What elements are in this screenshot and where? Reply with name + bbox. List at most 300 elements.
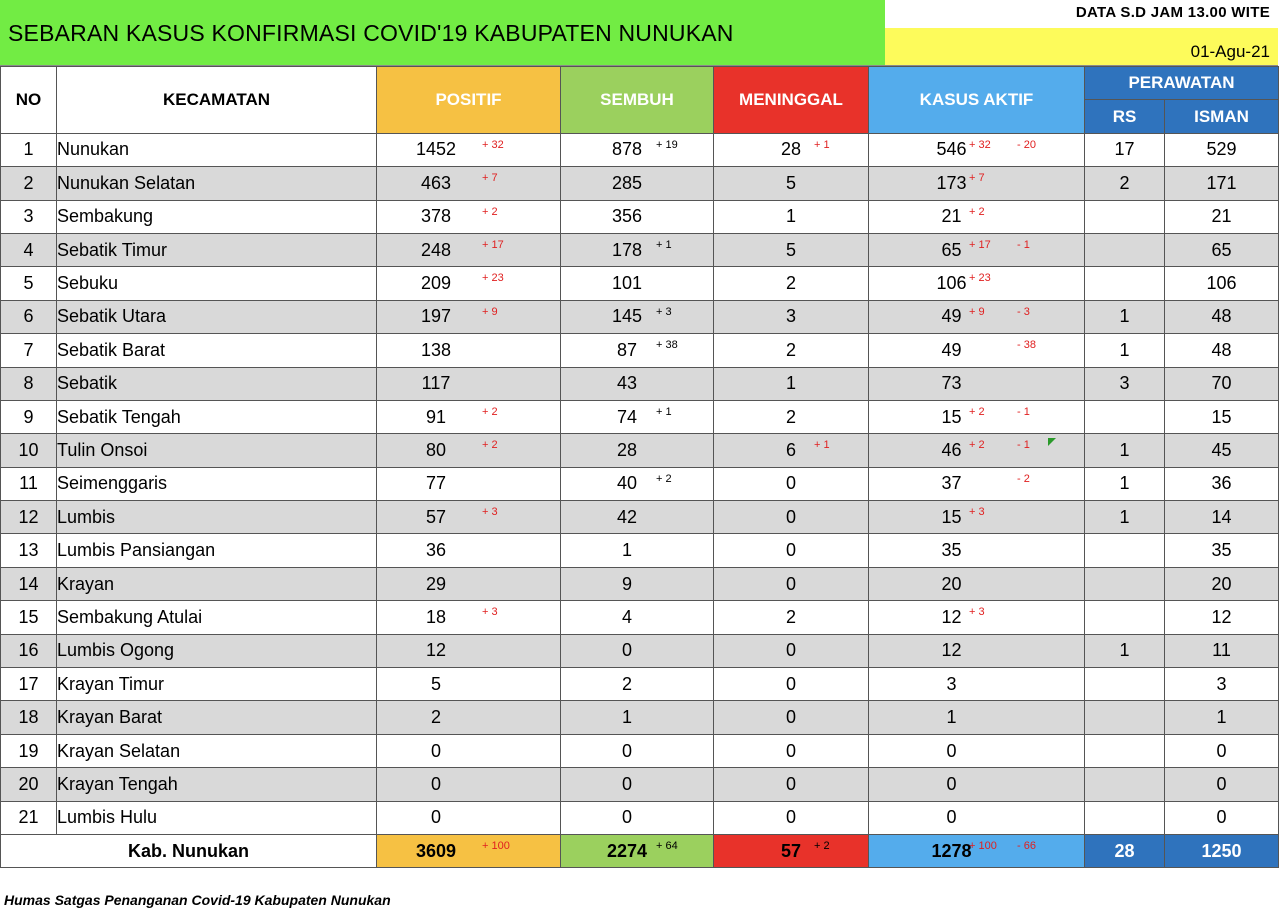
row-positif-value: 248 <box>420 239 452 260</box>
row-kasus-aktif-plus: + 32 <box>969 138 991 151</box>
row-sembuh <box>561 133 714 166</box>
row-meninggal <box>714 200 869 233</box>
row-sembuh-value: 40 <box>616 473 638 494</box>
row-positif-delta: + 3 <box>482 506 498 519</box>
row-kasus-aktif <box>869 634 1085 667</box>
row-meninggal <box>714 601 869 634</box>
row-positif <box>377 167 561 200</box>
total-row <box>1 834 1279 867</box>
header-meninggal: MENINGGAL <box>714 67 869 134</box>
row-kasus-aktif <box>869 133 1085 166</box>
row-kasus-aktif-plus: + 3 <box>969 506 985 519</box>
row-isman: 48 <box>1165 334 1279 367</box>
row-no: 14 <box>1 567 57 600</box>
row-meninggal-value: 5 <box>785 172 796 193</box>
row-positif-value: 0 <box>430 773 441 794</box>
row-isman: 529 <box>1165 133 1279 166</box>
row-rs <box>1085 668 1165 701</box>
row-no: 17 <box>1 668 57 701</box>
row-sembuh <box>561 267 714 300</box>
row-sembuh <box>561 467 714 500</box>
row-kasus-aktif <box>869 601 1085 634</box>
row-meninggal-value: 3 <box>785 306 796 327</box>
row-positif <box>377 434 561 467</box>
row-isman: 36 <box>1165 467 1279 500</box>
row-positif-delta: + 17 <box>482 238 504 251</box>
row-sembuh <box>561 233 714 266</box>
row-kecamatan: Nunukan Selatan <box>57 167 377 200</box>
row-kasus-aktif <box>869 801 1085 834</box>
row-positif <box>377 300 561 333</box>
row-no: 13 <box>1 534 57 567</box>
row-isman: 3 <box>1165 668 1279 701</box>
total-positif <box>377 834 561 867</box>
row-kasus-aktif-value: 20 <box>941 573 962 594</box>
row-positif <box>377 467 561 500</box>
row-sembuh <box>561 601 714 634</box>
row-sembuh-value: 285 <box>611 172 643 193</box>
header-sembuh: SEMBUH <box>561 67 714 134</box>
data-timestamp-label: DATA S.D JAM 13.00 WITE <box>1075 4 1270 21</box>
footer-credit: Humas Satgas Penanganan Covid-19 Kabupaten Nunukan <box>4 892 391 908</box>
table-row <box>1 400 1279 433</box>
row-positif <box>377 367 561 400</box>
row-kasus-aktif <box>869 200 1085 233</box>
row-kasus-aktif-plus: + 2 <box>969 205 985 218</box>
row-kecamatan: Sebatik Tengah <box>57 400 377 433</box>
row-meninggal-value: 1 <box>785 206 796 227</box>
row-meninggal-value: 0 <box>785 473 796 494</box>
row-positif-delta: + 3 <box>482 606 498 619</box>
row-isman: 35 <box>1165 534 1279 567</box>
row-positif-value: 463 <box>420 172 452 193</box>
row-meninggal <box>714 534 869 567</box>
row-kecamatan: Seimenggaris <box>57 467 377 500</box>
row-sembuh-value: 178 <box>611 239 643 260</box>
row-isman: 0 <box>1165 734 1279 767</box>
title-bar <box>0 0 885 66</box>
header-no: NO <box>1 67 57 134</box>
row-positif-value: 1452 <box>415 139 457 160</box>
total-meninggal-value: 57 <box>780 840 802 861</box>
row-isman: 21 <box>1165 200 1279 233</box>
comment-indicator-icon <box>1048 438 1056 446</box>
row-sembuh <box>561 534 714 567</box>
row-kasus-aktif-plus: + 3 <box>969 606 985 619</box>
row-kecamatan: Krayan <box>57 567 377 600</box>
row-rs <box>1085 601 1165 634</box>
row-meninggal-value: 6 <box>785 439 796 460</box>
row-sembuh <box>561 768 714 801</box>
row-positif <box>377 534 561 567</box>
row-positif-delta: + 23 <box>482 272 504 285</box>
row-no: 2 <box>1 167 57 200</box>
row-sembuh-delta: + 1 <box>656 238 672 251</box>
row-sembuh <box>561 200 714 233</box>
row-meninggal-value: 2 <box>785 339 796 360</box>
row-meninggal <box>714 400 869 433</box>
row-kasus-aktif-value: 173 <box>936 172 967 193</box>
row-meninggal-value: 2 <box>785 406 796 427</box>
header-positif: POSITIF <box>377 67 561 134</box>
row-positif <box>377 501 561 534</box>
row-kasus-aktif <box>869 334 1085 367</box>
table-row <box>1 501 1279 534</box>
row-positif-delta: + 9 <box>482 305 498 318</box>
row-no: 3 <box>1 200 57 233</box>
total-sembuh-value: 2274 <box>606 840 648 861</box>
row-sembuh-value: 356 <box>611 206 643 227</box>
row-kecamatan: Sebatik Utara <box>57 300 377 333</box>
row-isman: 12 <box>1165 601 1279 634</box>
header-perawatan: PERAWATAN <box>1085 67 1279 100</box>
row-rs: 3 <box>1085 367 1165 400</box>
row-no: 1 <box>1 133 57 166</box>
row-meninggal <box>714 133 869 166</box>
row-positif-value: 57 <box>425 506 447 527</box>
row-kecamatan: Krayan Timur <box>57 668 377 701</box>
row-positif-value: 80 <box>425 439 447 460</box>
row-no: 6 <box>1 300 57 333</box>
row-meninggal <box>714 768 869 801</box>
row-rs: 1 <box>1085 334 1165 367</box>
table-row <box>1 768 1279 801</box>
row-positif <box>377 768 561 801</box>
row-meninggal-delta: + 1 <box>814 439 830 452</box>
row-kasus-aktif-value: 0 <box>946 740 957 761</box>
row-rs: 2 <box>1085 167 1165 200</box>
table-row <box>1 668 1279 701</box>
row-kasus-aktif-plus: + 17 <box>969 238 991 251</box>
row-positif-value: 29 <box>425 573 447 594</box>
row-kasus-aktif-plus: + 23 <box>969 272 991 285</box>
row-no: 7 <box>1 334 57 367</box>
row-rs <box>1085 200 1165 233</box>
total-sembuh <box>561 834 714 867</box>
row-positif-value: 36 <box>425 540 447 561</box>
total-label: Kab. Nunukan <box>1 834 377 867</box>
row-kasus-aktif-minus: - 1 <box>1017 439 1030 452</box>
row-positif-value: 77 <box>425 473 447 494</box>
header-isman: ISMAN <box>1165 100 1279 133</box>
row-kasus-aktif-value: 73 <box>941 373 962 394</box>
row-meninggal <box>714 300 869 333</box>
row-sembuh-value: 43 <box>616 373 638 394</box>
row-sembuh-delta: + 19 <box>656 138 678 151</box>
row-kasus-aktif-value: 37 <box>941 473 962 494</box>
row-sembuh-delta: + 3 <box>656 305 672 318</box>
table-row <box>1 334 1279 367</box>
row-sembuh-value: 0 <box>621 640 632 661</box>
row-rs <box>1085 734 1165 767</box>
row-kasus-aktif-value: 12 <box>941 640 962 661</box>
row-meninggal-value: 0 <box>785 573 796 594</box>
row-positif <box>377 801 561 834</box>
row-sembuh <box>561 734 714 767</box>
row-sembuh-value: 74 <box>616 406 638 427</box>
total-isman: 1250 <box>1165 834 1279 867</box>
row-rs <box>1085 267 1165 300</box>
row-sembuh-value: 0 <box>621 773 632 794</box>
total-rs: 28 <box>1085 834 1165 867</box>
row-kasus-aktif-value: 21 <box>941 206 962 227</box>
row-no: 16 <box>1 634 57 667</box>
row-meninggal-value: 2 <box>785 273 796 294</box>
row-kasus-aktif-value: 1 <box>946 707 957 728</box>
row-kasus-aktif-value: 65 <box>941 239 962 260</box>
table-row <box>1 300 1279 333</box>
table-row <box>1 367 1279 400</box>
table-row <box>1 601 1279 634</box>
table-body <box>1 133 1279 834</box>
row-kasus-aktif-value: 49 <box>941 339 962 360</box>
row-positif <box>377 634 561 667</box>
row-kasus-aktif <box>869 534 1085 567</box>
row-sembuh <box>561 300 714 333</box>
row-sembuh <box>561 167 714 200</box>
report-date: 01-Agu-21 <box>1190 42 1270 61</box>
table-row <box>1 467 1279 500</box>
row-meninggal-value: 0 <box>785 540 796 561</box>
row-isman: 20 <box>1165 567 1279 600</box>
row-sembuh-value: 1 <box>621 540 632 561</box>
row-positif <box>377 334 561 367</box>
row-sembuh-value: 87 <box>616 339 638 360</box>
row-sembuh <box>561 668 714 701</box>
total-positif-delta: + 100 <box>482 839 510 852</box>
row-sembuh-value: 1 <box>621 707 632 728</box>
header-kecamatan: KECAMATAN <box>57 67 377 134</box>
row-meninggal-value: 0 <box>785 773 796 794</box>
row-meninggal <box>714 467 869 500</box>
row-isman: 11 <box>1165 634 1279 667</box>
row-no: 11 <box>1 467 57 500</box>
row-no: 10 <box>1 434 57 467</box>
row-positif <box>377 400 561 433</box>
row-positif-value: 117 <box>421 373 451 394</box>
row-kasus-aktif-minus: - 20 <box>1017 138 1036 151</box>
table-row <box>1 801 1279 834</box>
row-kasus-aktif-plus: + 9 <box>969 305 985 318</box>
row-sembuh-value: 28 <box>616 439 638 460</box>
row-meninggal-value: 1 <box>785 373 796 394</box>
total-kasus-aktif-minus: - 66 <box>1017 839 1036 852</box>
row-kecamatan: Lumbis <box>57 501 377 534</box>
row-isman: 14 <box>1165 501 1279 534</box>
row-isman: 70 <box>1165 367 1279 400</box>
row-kasus-aktif-value: 46 <box>941 439 962 460</box>
row-meninggal <box>714 334 869 367</box>
row-kasus-aktif-value: 0 <box>946 807 957 828</box>
row-kasus-aktif-value: 49 <box>941 306 962 327</box>
row-meninggal <box>714 567 869 600</box>
row-kecamatan: Sembakung <box>57 200 377 233</box>
row-sembuh-value: 145 <box>611 306 643 327</box>
total-kasus-aktif <box>869 834 1085 867</box>
row-rs <box>1085 701 1165 734</box>
row-kasus-aktif-minus: - 2 <box>1017 472 1030 485</box>
row-kecamatan: Lumbis Ogong <box>57 634 377 667</box>
total-kasus-aktif-value: 1278 <box>931 840 972 861</box>
row-rs: 1 <box>1085 501 1165 534</box>
row-kecamatan: Tulin Onsoi <box>57 434 377 467</box>
row-positif <box>377 267 561 300</box>
row-no: 4 <box>1 233 57 266</box>
row-positif-value: 5 <box>430 673 441 694</box>
row-meninggal <box>714 734 869 767</box>
row-rs <box>1085 233 1165 266</box>
row-sembuh <box>561 634 714 667</box>
row-isman: 106 <box>1165 267 1279 300</box>
row-sembuh-delta: + 1 <box>656 405 672 418</box>
row-positif-value: 12 <box>425 640 447 661</box>
row-rs <box>1085 567 1165 600</box>
row-no: 21 <box>1 801 57 834</box>
row-sembuh <box>561 567 714 600</box>
table-row <box>1 534 1279 567</box>
table-row <box>1 701 1279 734</box>
row-kecamatan: Sebatik Barat <box>57 334 377 367</box>
row-isman: 65 <box>1165 233 1279 266</box>
row-positif <box>377 200 561 233</box>
table-row <box>1 167 1279 200</box>
table-row <box>1 233 1279 266</box>
row-positif-value: 197 <box>420 306 452 327</box>
row-no: 19 <box>1 734 57 767</box>
row-kecamatan: Krayan Selatan <box>57 734 377 767</box>
row-kasus-aktif <box>869 400 1085 433</box>
row-rs: 1 <box>1085 467 1165 500</box>
row-kasus-aktif-value: 106 <box>936 273 967 294</box>
row-meninggal-value: 0 <box>785 807 796 828</box>
row-sembuh-delta: + 2 <box>656 472 672 485</box>
row-sembuh <box>561 367 714 400</box>
row-isman: 48 <box>1165 300 1279 333</box>
row-sembuh-value: 9 <box>621 573 632 594</box>
row-positif-value: 0 <box>430 807 441 828</box>
row-positif-delta: + 2 <box>482 405 498 418</box>
total-positif-value: 3609 <box>415 840 457 861</box>
row-kecamatan: Sebuku <box>57 267 377 300</box>
row-no: 12 <box>1 501 57 534</box>
row-kasus-aktif <box>869 734 1085 767</box>
row-rs: 1 <box>1085 434 1165 467</box>
row-meninggal-value: 0 <box>785 640 796 661</box>
row-kasus-aktif-minus: - 1 <box>1017 238 1030 251</box>
row-rs <box>1085 801 1165 834</box>
row-meninggal <box>714 267 869 300</box>
row-no: 20 <box>1 768 57 801</box>
row-kecamatan: Krayan Barat <box>57 701 377 734</box>
row-kecamatan: Krayan Tengah <box>57 768 377 801</box>
row-kasus-aktif <box>869 300 1085 333</box>
row-sembuh <box>561 501 714 534</box>
table-row <box>1 200 1279 233</box>
row-meninggal <box>714 233 869 266</box>
row-kasus-aktif-minus: - 38 <box>1017 339 1036 352</box>
row-positif <box>377 601 561 634</box>
row-kecamatan: Sebatik Timur <box>57 233 377 266</box>
row-meninggal <box>714 501 869 534</box>
total-meninggal <box>714 834 869 867</box>
row-positif-value: 18 <box>425 606 447 627</box>
table-row <box>1 734 1279 767</box>
row-rs: 1 <box>1085 300 1165 333</box>
row-sembuh-value: 101 <box>611 273 643 294</box>
row-no: 15 <box>1 601 57 634</box>
row-positif <box>377 133 561 166</box>
row-positif <box>377 567 561 600</box>
row-positif <box>377 233 561 266</box>
row-meninggal <box>714 367 869 400</box>
row-positif <box>377 701 561 734</box>
row-no: 9 <box>1 400 57 433</box>
row-no: 18 <box>1 701 57 734</box>
row-positif-delta: + 32 <box>482 138 504 151</box>
row-positif-value: 378 <box>420 206 452 227</box>
row-sembuh <box>561 434 714 467</box>
row-positif-value: 2 <box>430 707 441 728</box>
row-kasus-aktif-plus: + 2 <box>969 439 985 452</box>
row-sembuh-value: 2 <box>621 673 632 694</box>
row-kasus-aktif <box>869 567 1085 600</box>
row-sembuh-delta: + 38 <box>656 339 678 352</box>
row-meninggal-value: 28 <box>780 139 802 160</box>
total-meninggal-delta: + 2 <box>814 839 830 852</box>
header-rs: RS <box>1085 100 1165 133</box>
row-kasus-aktif-plus: + 7 <box>969 172 985 185</box>
table-row <box>1 567 1279 600</box>
row-meninggal <box>714 668 869 701</box>
row-meninggal <box>714 434 869 467</box>
row-meninggal <box>714 167 869 200</box>
row-kasus-aktif <box>869 768 1085 801</box>
row-kasus-aktif <box>869 267 1085 300</box>
row-kasus-aktif-value: 0 <box>946 773 957 794</box>
row-sembuh-value: 0 <box>621 807 632 828</box>
row-kasus-aktif <box>869 501 1085 534</box>
row-meninggal <box>714 701 869 734</box>
row-meninggal-delta: + 1 <box>814 138 830 151</box>
row-positif-delta: + 2 <box>482 205 498 218</box>
row-no: 8 <box>1 367 57 400</box>
total-kasus-aktif-plus: + 100 <box>969 839 997 852</box>
row-meninggal-value: 0 <box>785 506 796 527</box>
row-isman: 1 <box>1165 701 1279 734</box>
row-rs <box>1085 534 1165 567</box>
row-sembuh <box>561 334 714 367</box>
row-kecamatan: Sebatik <box>57 367 377 400</box>
row-kasus-aktif <box>869 701 1085 734</box>
date-bar <box>885 28 1278 66</box>
table-row <box>1 434 1279 467</box>
row-sembuh-value: 42 <box>616 506 638 527</box>
row-positif-value: 138 <box>420 339 452 360</box>
row-rs: 17 <box>1085 133 1165 166</box>
total-sembuh-delta: + 64 <box>656 839 678 852</box>
row-isman: 0 <box>1165 768 1279 801</box>
row-sembuh <box>561 400 714 433</box>
table-row <box>1 634 1279 667</box>
row-meninggal-value: 0 <box>785 740 796 761</box>
row-sembuh-value: 4 <box>621 606 632 627</box>
row-rs <box>1085 768 1165 801</box>
row-positif <box>377 734 561 767</box>
row-meninggal <box>714 801 869 834</box>
row-meninggal <box>714 634 869 667</box>
page-title: SEBARAN KASUS KONFIRMASI COVID'19 KABUPATEN NUNUKAN <box>8 20 734 46</box>
row-meninggal-value: 5 <box>785 239 796 260</box>
